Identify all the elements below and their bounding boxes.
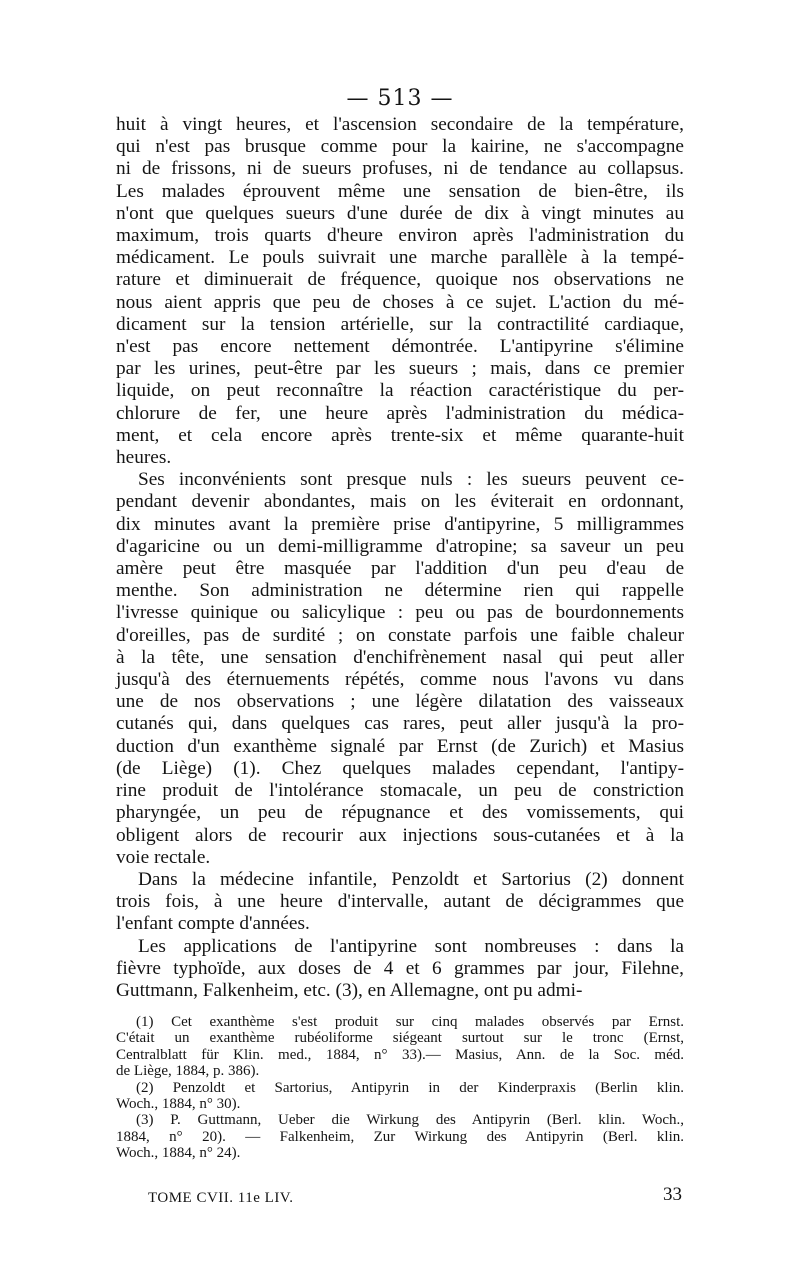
body-line: ni de frissons, ni de sueurs profuses, ni de tendance au collapsus. [116, 158, 684, 180]
footnotes [116, 1014, 684, 1162]
page-number: — 513 — [346, 86, 454, 111]
body-line: rature et diminuerait de fréquence, quoique nos observations ne [116, 269, 684, 291]
body-line: l'ivresse quinique ou salicylique : peu ou pas de bourdonnements [116, 602, 684, 624]
footnote-line: de Liège, 1884, p. 386). [116, 1063, 260, 1080]
body-line: d'oreilles, pas de surdité ; on constate parfois une faible chaleur [116, 624, 684, 646]
body-line: trois fois, à une heure d'intervalle, autant de décigrammes que [116, 891, 684, 913]
body-line: rine produit de l'intolérance stomacale, un peu de constriction [116, 780, 684, 802]
body-line: fièvre typhoïde, aux doses de 4 et 6 grammes par jour, Filehne, [116, 957, 684, 979]
body-line: chlorure de fer, une heure après l'administration du médica- [116, 402, 684, 424]
body-line: nous aient appris que peu de choses à ce sujet. L'action du mé- [116, 291, 684, 313]
body-line: d'agaricine ou un demi-milligramme d'atropine; sa saveur un peu [116, 535, 684, 557]
body-line: ment, et cela encore après trente-six et même quarante-huit [116, 424, 684, 446]
footnote-line: Woch., 1884, n° 30). [116, 1096, 241, 1113]
body-line: maximum, trois quarts d'heure environ après l'administration du [116, 225, 684, 247]
body-line: huit à vingt heures, et l'ascension secondaire de la température, [116, 114, 684, 135]
body-line: amère peut être masquée par l'addition d'un peu d'eau de [116, 558, 684, 580]
sheet-number: 33 [663, 1184, 682, 1205]
volume-signature: TOME CVII. 11e LIV. [148, 1190, 294, 1206]
body-line: heures. [116, 447, 172, 469]
footnote-line: (2) Penzoldt et Sartorius, Antipyrin in der Kinderpraxis (Berlin klin. [136, 1079, 684, 1096]
body-line: menthe. Son administration ne détermine rien qui rappelle [116, 580, 684, 602]
body-line: pharyngée, un peu de répugnance et des vomissements, qui [116, 802, 684, 824]
footnote-line: C'était un exanthème rubéoliforme siégeant surtout sur le tronc (Ernst, [116, 1030, 684, 1047]
body-line: pendant devenir abondantes, mais on les éviterait en ordonnant, [116, 491, 684, 513]
body-line: n'est pas encore nettement démontrée. L'antipyrine s'élimine [116, 336, 684, 358]
body-line: dix minutes avant la première prise d'antipyrine, 5 milligrammes [116, 513, 684, 535]
body-text [116, 114, 684, 1002]
footnote-line: (1) Cet exanthème s'est produit sur cinq malades observés par Ernst. [136, 1014, 684, 1030]
body-line: Dans la médecine infantile, Penzoldt et Sartorius (2) donnent [138, 868, 684, 890]
body-line: jusqu'à des éternuements répétés, comme nous l'avons vu dans [116, 669, 684, 691]
body-line: cutanés qui, dans quelques cas rares, peut aller jusqu'à la pro- [116, 713, 684, 735]
body-line: à la tête, une sensation d'enchifrènement nasal qui peut aller [116, 646, 684, 668]
body-line: Ses inconvénients sont presque nuls : les sueurs peuvent ce- [138, 469, 684, 491]
body-line: liquide, on peut reconnaître la réaction caractéristique du per- [116, 380, 684, 402]
footnote-line: (3) P. Guttmann, Ueber die Wirkung des Antipyrin (Berl. klin. Woch., [136, 1112, 684, 1129]
footnote-line: 1884, n° 20). — Falkenheim, Zur Wirkung des Antipyrin (Berl. klin. [116, 1128, 684, 1145]
body-line: qui n'est pas brusque comme pour la kairine, ne s'accompagne [116, 136, 684, 158]
footnote-line: Woch., 1884, n° 24). [116, 1145, 241, 1162]
body-line: Guttmann, Falkenheim, etc. (3), en Allemagne, ont pu admi- [116, 979, 583, 1001]
body-line: duction d'un exanthème signalé par Ernst (de Zurich) et Masius [116, 735, 684, 757]
body-line: une de nos observations ; une légère dilatation des vaisseaux [116, 691, 684, 713]
body-line: voie rectale. [116, 846, 211, 868]
body-line: Les malades éprouvent même une sensation de bien-être, ils [116, 180, 684, 202]
body-line: n'ont que quelques sueurs d'une durée de dix à vingt minutes au [116, 202, 684, 224]
body-line: (de Liège) (1). Chez quelques malades cependant, l'antipy- [116, 757, 684, 779]
body-line: dicament sur la tension artérielle, sur la contractilité cardiaque, [116, 313, 684, 335]
footnote-line: Centralblatt für Klin. med., 1884, n° 33).— Masius, Ann. de la Soc. méd. [116, 1046, 684, 1063]
body-line: obligent alors de recourir aux injections sous-cutanées et à la [116, 824, 684, 846]
body-line: l'enfant compte d'années. [116, 913, 310, 935]
body-line: médicament. Le pouls suivrait une marche parallèle à la tempé- [116, 247, 684, 269]
body-line: Les applications de l'antipyrine sont nombreuses : dans la [138, 935, 684, 957]
body-line: par les urines, peut-être par les sueurs ; mais, dans ce premier [116, 358, 684, 380]
